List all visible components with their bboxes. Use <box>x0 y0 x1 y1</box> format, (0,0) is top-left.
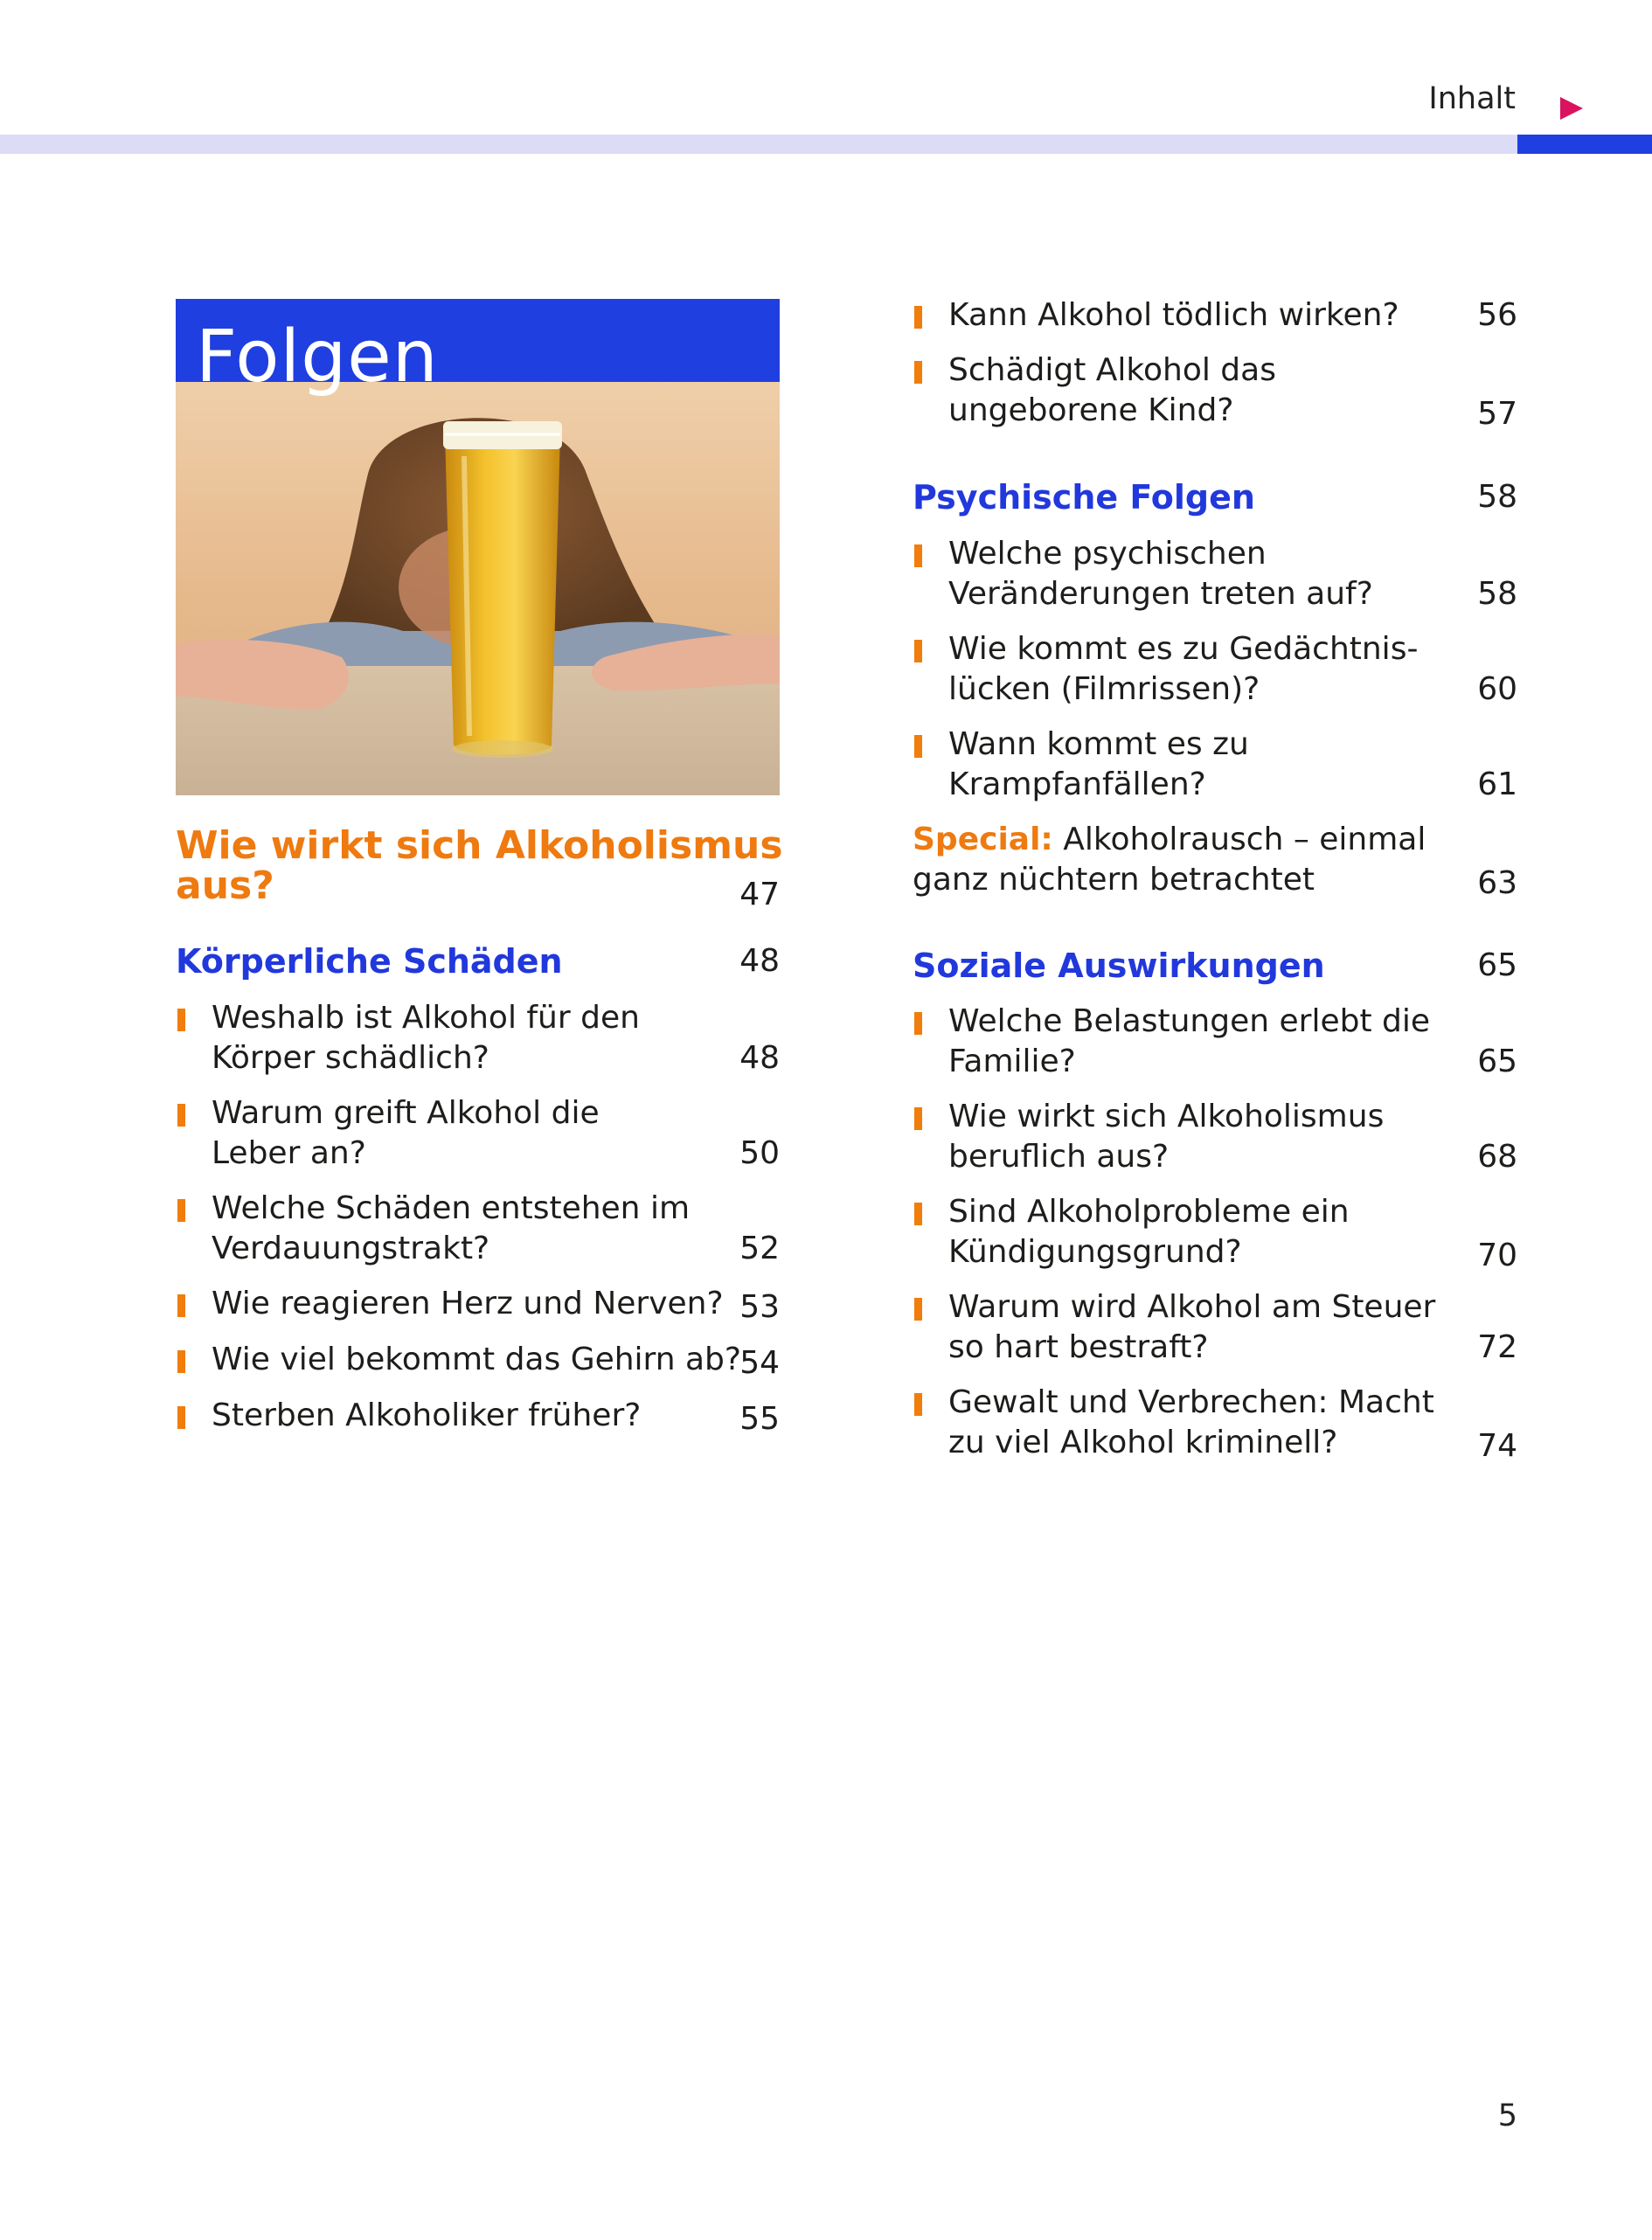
toc-entry-line2: ungeborene Kind? <box>948 392 1234 428</box>
chapter-image <box>176 299 780 795</box>
toc-entry-line1: Warum greift Alkohol die <box>212 1095 600 1131</box>
toc-entry-line1: Schädigt Alkohol das <box>948 352 1276 388</box>
toc-page-number: 68 <box>1477 1139 1517 1175</box>
toc-entry-line2: Körper schädlich? <box>212 1040 489 1076</box>
toc-page-number: 56 <box>1477 297 1517 333</box>
bullet-marker-icon <box>914 1107 922 1130</box>
toc-page-number: 63 <box>1477 865 1517 901</box>
bullet-marker-icon <box>177 1009 185 1031</box>
toc-special-line2: ganz nüchtern betrachtet <box>913 862 1315 898</box>
triangle-arrow-icon <box>1560 97 1583 120</box>
toc-entry-line2: Veränderungen treten auf? <box>948 576 1373 612</box>
special-label: Special: <box>913 822 1053 857</box>
bullet-marker-icon <box>914 1203 922 1225</box>
bullet-marker-icon <box>914 306 922 329</box>
toc-entry-line1: Welche Belastungen erlebt die <box>948 1003 1431 1039</box>
toc-section-heading-text: Körperliche Schäden <box>176 942 563 981</box>
toc-page-number: 47 <box>739 877 780 912</box>
bullet-marker-icon <box>177 1406 185 1429</box>
bullet-marker-icon <box>914 640 922 662</box>
bullet-marker-icon <box>914 361 922 384</box>
header-tab-marker <box>1517 135 1652 154</box>
toc-entry-line1: Weshalb ist Alkohol für den <box>212 1000 640 1036</box>
toc-special-line1 <box>913 820 1426 860</box>
toc-entry-line1: Sterben Alkoholiker früher? <box>212 1397 642 1433</box>
toc-page-number: 53 <box>739 1289 780 1325</box>
toc-page-number: 48 <box>739 1040 780 1076</box>
toc-entry-line2: so hart bestraft? <box>948 1329 1209 1365</box>
toc-page-number: 65 <box>1477 1044 1517 1079</box>
toc-entry-line1: Sind Alkoholprobleme ein <box>948 1194 1350 1230</box>
chapter-title: Folgen <box>196 316 439 399</box>
bullet-marker-icon <box>914 1012 922 1035</box>
toc-entry-line1: Warum wird Alkohol am Steuer <box>948 1289 1436 1325</box>
toc-page-number: 58 <box>1477 479 1517 515</box>
toc-entry-line2: Verdauungstrakt? <box>212 1231 490 1266</box>
bullet-marker-icon <box>177 1350 185 1373</box>
toc-entry-line2: Leber an? <box>212 1135 366 1171</box>
toc-page-number: 65 <box>1477 947 1517 983</box>
toc-entry-line2: zu viel Alkohol kriminell? <box>948 1425 1338 1460</box>
toc-page-number: 50 <box>739 1135 780 1171</box>
bullet-marker-icon <box>914 1393 922 1416</box>
special-title-line1: Alkoholrausch – einmal <box>1063 822 1426 857</box>
toc-main-heading-line2: aus? <box>176 863 274 908</box>
toc-page-number: 48 <box>739 943 780 979</box>
toc-entry-line1: Wann kommt es zu <box>948 726 1249 762</box>
toc-entry-line2: beruflich aus? <box>948 1139 1170 1175</box>
toc-section-heading-text: Soziale Auswirkungen <box>913 947 1325 985</box>
header-rule <box>0 135 1517 154</box>
toc-section-heading-text: Psychische Folgen <box>913 478 1255 517</box>
toc-page-number: 60 <box>1477 671 1517 707</box>
page-number: 5 <box>1497 2098 1517 2133</box>
toc-entry-line2: Kündigungsgrund? <box>948 1234 1242 1270</box>
toc-page-number: 74 <box>1477 1428 1517 1464</box>
bullet-marker-icon <box>177 1199 185 1222</box>
toc-main-heading-line1: Wie wirkt sich Alkoholismus <box>176 823 783 868</box>
toc-page-number: 61 <box>1477 766 1517 802</box>
toc-page-number: 72 <box>1477 1329 1517 1365</box>
bullet-marker-icon <box>177 1294 185 1317</box>
toc-entry-line1: Wie reagieren Herz und Nerven? <box>212 1286 724 1321</box>
bullet-marker-icon <box>914 1298 922 1321</box>
bullet-marker-icon <box>914 544 922 567</box>
toc-page-number: 52 <box>739 1231 780 1266</box>
toc-entry-line1: Kann Alkohol tödlich wirken? <box>948 297 1399 333</box>
toc-entry-line1: Wie wirkt sich Alkoholismus <box>948 1099 1385 1134</box>
toc-page-number: 55 <box>739 1401 780 1437</box>
toc-entry-line1: Wie kommt es zu Gedächtnis- <box>948 631 1419 667</box>
toc-page-number: 54 <box>739 1345 780 1381</box>
toc-page-number: 58 <box>1477 576 1517 612</box>
toc-page-number: 70 <box>1477 1238 1517 1273</box>
toc-entry-line2: Familie? <box>948 1044 1076 1079</box>
toc-entry-line1: Gewalt und Verbrechen: Macht <box>948 1384 1434 1420</box>
toc-entry-line1: Welche psychischen <box>948 536 1267 572</box>
toc-entry-line2: lücken (Filmrissen)? <box>948 671 1260 707</box>
bullet-marker-icon <box>914 735 922 758</box>
running-header-title: Inhalt <box>1428 81 1516 116</box>
toc-page-number: 57 <box>1477 396 1517 432</box>
toc-entry-line1: Welche Schäden entstehen im <box>212 1190 691 1226</box>
bullet-marker-icon <box>177 1104 185 1127</box>
toc-entry-line1: Wie viel bekommt das Gehirn ab? <box>212 1342 742 1377</box>
toc-entry-line2: Krampfanfällen? <box>948 766 1206 802</box>
